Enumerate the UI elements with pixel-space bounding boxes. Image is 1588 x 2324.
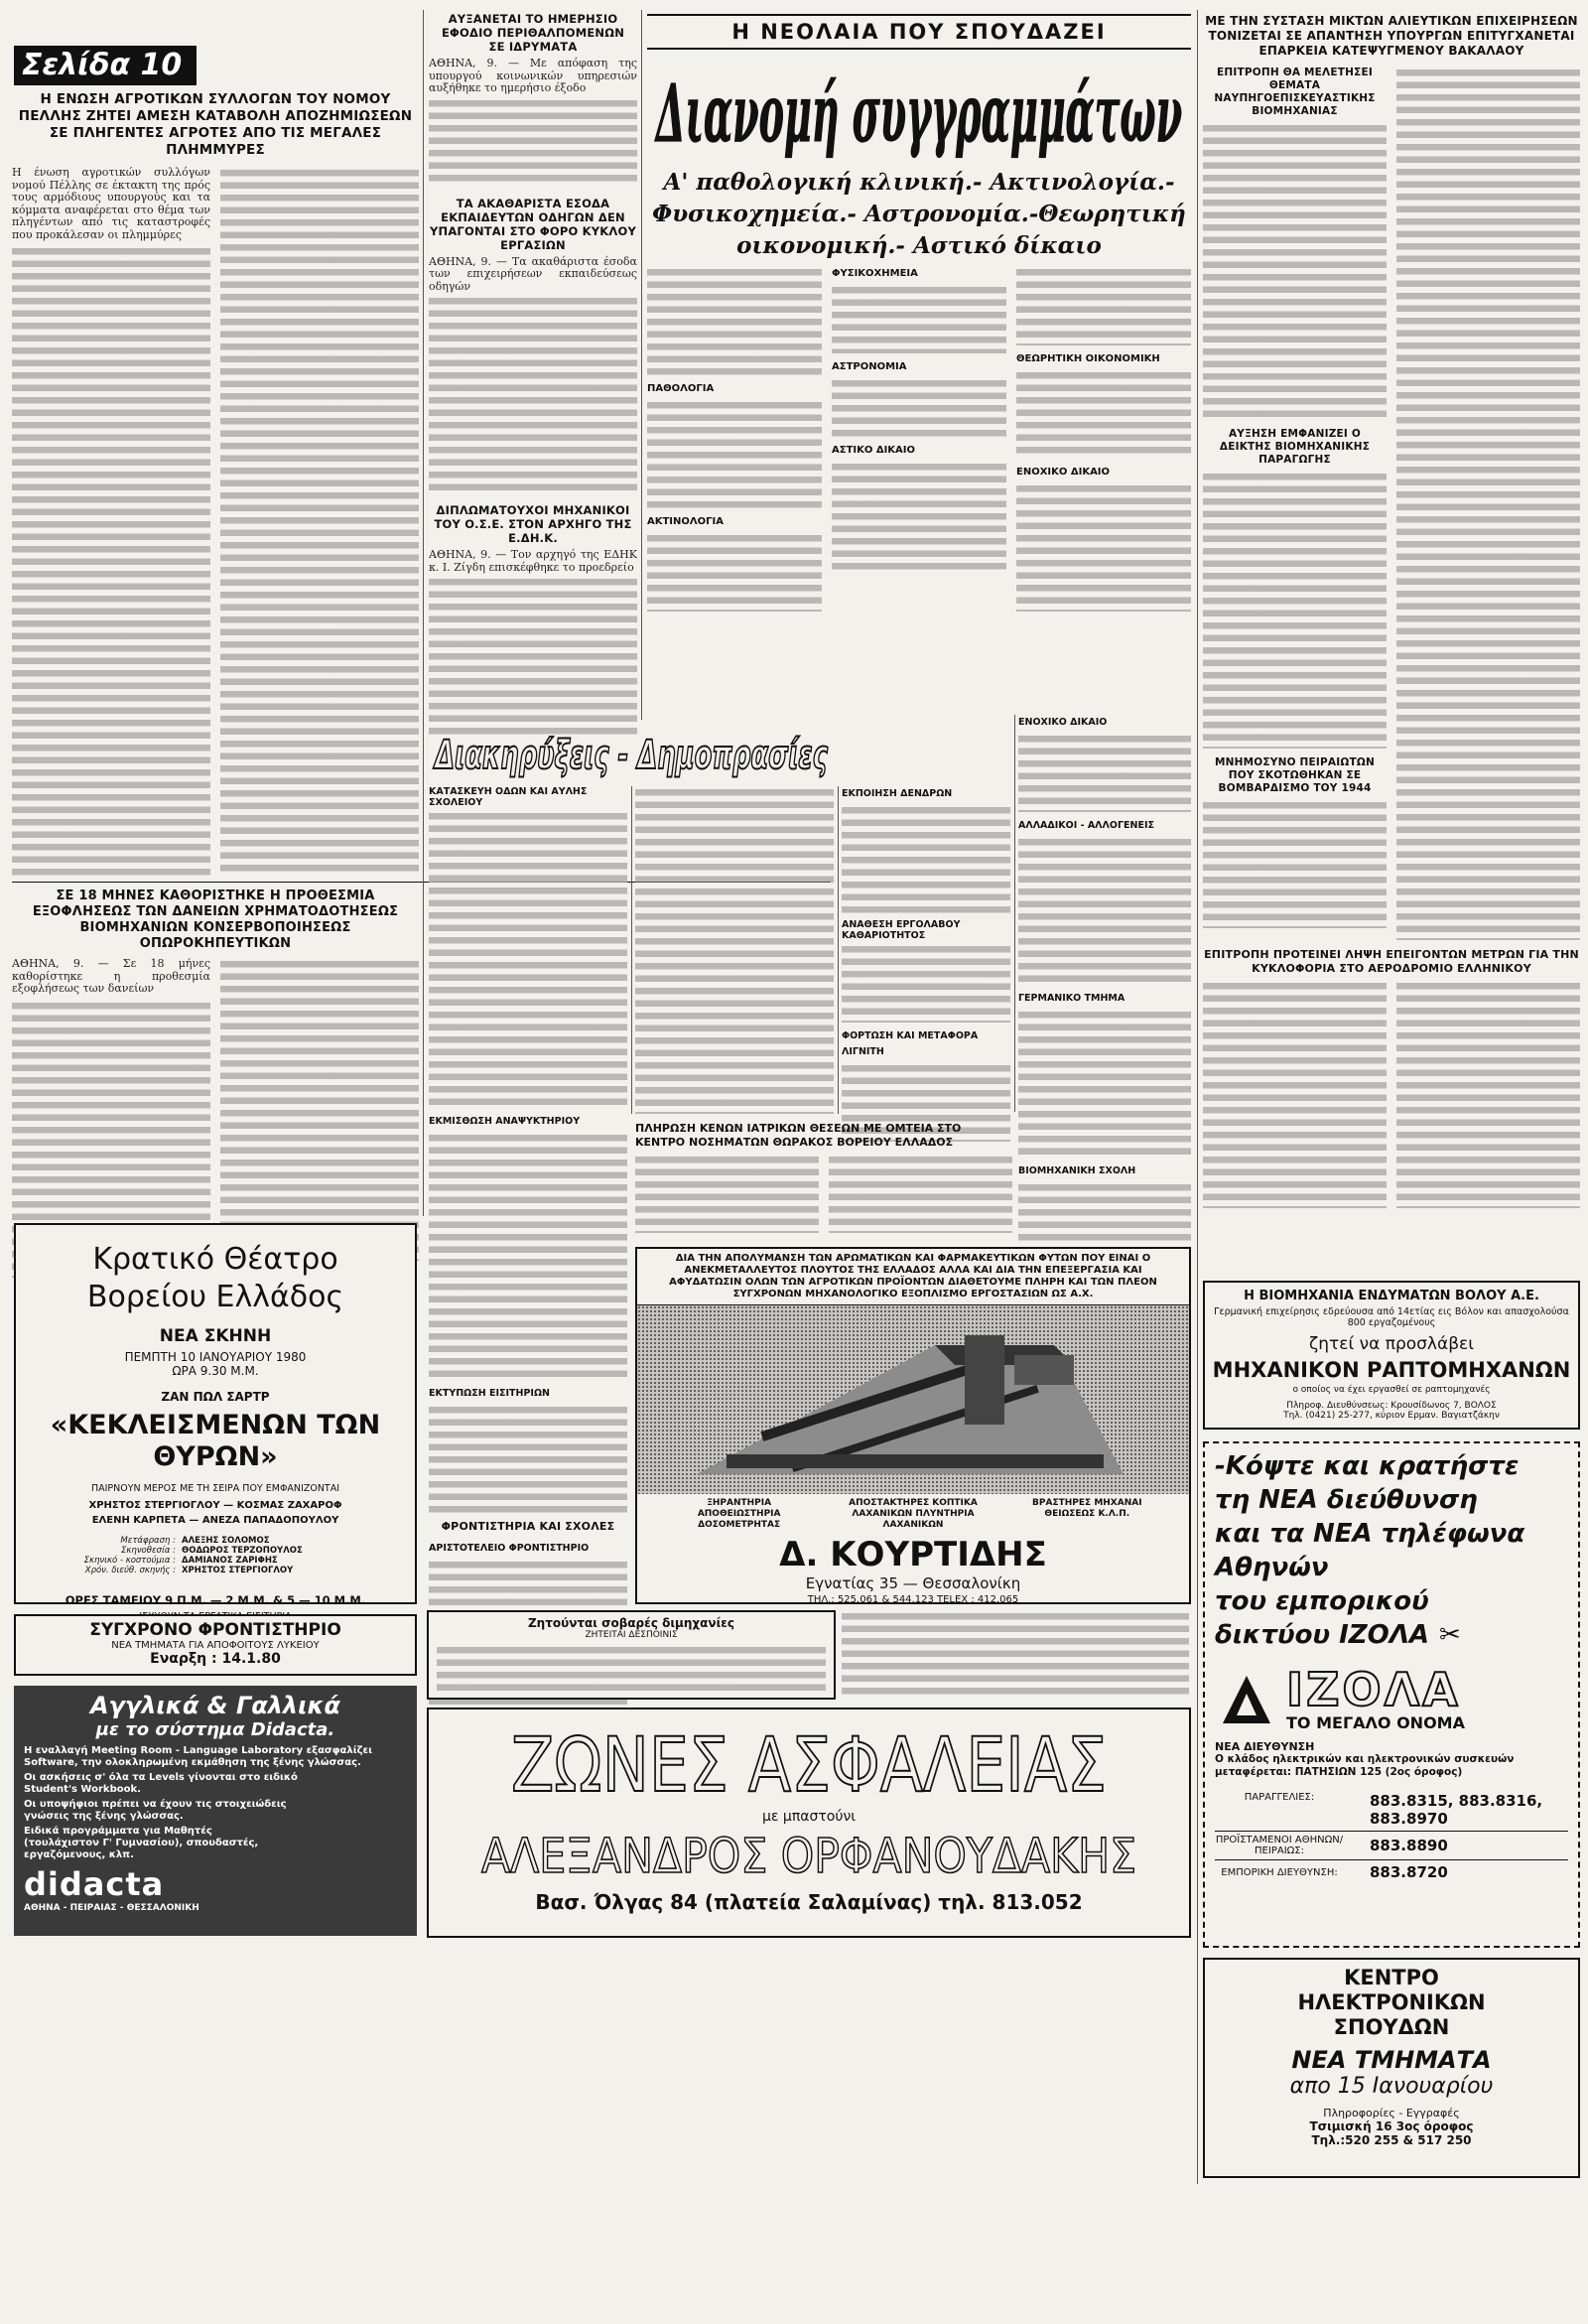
frontistirio-start: Εναρξη : 14.1.80 xyxy=(150,1651,281,1667)
theatre-date: ΠΕΜΠΤΗ 10 ΙΑΝΟΥΑΡΙΟΥ 1980 xyxy=(124,1350,307,1364)
theatre-hours: ΩΡΕΣ ΤΑΜΕΙΟΥ 9 Π.Μ. — 2 Μ.Μ. & 5 — 10 Μ.Μ. xyxy=(65,1593,366,1607)
didacta-logo: didacta xyxy=(24,1865,165,1903)
feature-kicker-box xyxy=(647,14,1191,50)
lead-agricultural: Η ένωση αγροτικών συλλόγων νομού Πέλλης σε έκτακτη της πρός τους αρμόδιους υπουργούς και τα κόμματα αναφέρεται στο θέμα των πληγέντων από τις καταστροφές που προκάλεσαν οι πλημμύρες xyxy=(12,166,210,241)
theatre-credits: Μετάφραση : ΑΛΕΞΗΣ ΣΟΛΟΜΟΣ Σκηνοθεσία : ΘΟΔΩΡΟΣ ΤΕΡΖΟΠΟΥΛΟΣ Σκηνικό - κοστούμια : ΔΑΜΙΑΝΟΣ ΖΑΡΙΦΗΣ Χρόν. διεύθ. σκηνής : ΧΡΗΣΤΟΣ ΣΤΕΡΓΙΟΓΛΟΥ xyxy=(83,1536,303,1575)
body-text xyxy=(429,295,637,493)
theatre-stage: ΝΕΑ ΣΚΗΝΗ xyxy=(159,1326,272,1346)
sewing-title: Ζητούνται σοβαρές διμηχανίες xyxy=(527,1616,735,1630)
feature-title xyxy=(647,50,1191,161)
body-text xyxy=(1016,266,1191,345)
feature-title-text: Διανομή συγγραμμάτων xyxy=(654,67,1182,160)
body-text xyxy=(429,576,637,735)
body-text xyxy=(635,1154,819,1233)
machinery-photo xyxy=(637,1305,1189,1494)
body-text xyxy=(1203,471,1387,749)
ad-didacta xyxy=(14,1686,417,1936)
kourtidis-products: ΞΗΡΑΝΤΗΡΙΑ ΑΠΟΘΕΙΩΣΤΗΡΙΑ ΔΟΣΟΜΕΤΡΗΤΑΣ ΑΠΟΣΤΑΚΤΗΡΕΣ ΚΟΠΤΙΚΑ ΛΑΧΑΝΙΚΩΝ ΠΛΥΝΤΗΡΙΑ ΛΑΧΑΝΙΚΩΝ ΒΡΑΣΤΗΡΕΣ ΜΗΧΑΝΑΙ ΘΕΙΩΣΕΩΣ Κ.Λ.Π. xyxy=(697,1498,1142,1530)
body-text xyxy=(832,461,1006,570)
volos-company: Η ΒΙΟΜΗΧΑΝΙΑ ΕΝΔΥΜΑΤΩΝ ΒΟΛΟΥ Α.Ε. xyxy=(1244,1289,1539,1303)
kes-line: ΝΕΑ ΤΜΗΜΑΤΑ xyxy=(1291,2046,1492,2074)
section-label: ΑΣΤΙΚΟ ΔΙΚΑΙΟ xyxy=(832,445,916,456)
article-canning xyxy=(12,889,419,1266)
body-text xyxy=(635,786,834,1114)
ad-frontistirio xyxy=(14,1614,417,1676)
medical-notice xyxy=(635,1122,1012,1241)
izola-slogan: ΤΟ ΜΕΓΑΛΟ ΟΝΟΜΑ xyxy=(1286,1713,1465,1732)
belts-address: Βασ. Όλγας 84 (πλατεία Σαλαμίνας) τηλ. 813.052 xyxy=(535,1890,1083,1914)
notice-label: ΑΛΛΑΔΙΚΟΙ - ΑΛΛΟΓΕΝΕΙΣ xyxy=(1018,820,1154,831)
volos-wants: ζητεί να προσλάβει xyxy=(1309,1334,1474,1354)
body-text xyxy=(832,284,1006,353)
section-label: ΠΑΘΟΛΟΓΙΑ xyxy=(647,383,715,394)
ad-electronic-studies xyxy=(1203,1958,1580,2178)
didacta-body: Η εναλλαγή Meeting Room - Language Laboratory εξασφαλίζει Software, την ολοκληρωμένη εκμάθηση της ξένης γλώσσας. xyxy=(24,1745,373,1768)
volos-desc: Γερμανική επιχείρησις εδρεύουσα από 14ετίας εις Βόλον και απασχολούσα 800 εργαζομένους xyxy=(1214,1306,1569,1328)
didacta-title: Αγγλικά & Γαλλικά xyxy=(89,1692,341,1719)
volos-note: ο οποίος να έχει εργασθεί σε ραπτομηχανές xyxy=(1292,1385,1491,1395)
auctions-col-3 xyxy=(842,786,1010,1114)
notice-label: ΦΟΡΤΩΣΗ ΚΑΙ ΜΕΤΑΦΟΡΑ ΛΙΓΝΙΤΗ xyxy=(842,1030,979,1057)
body-text xyxy=(1396,67,1580,940)
izola-logo-block xyxy=(1215,1663,1568,1732)
headline-canning: ΣΕ 18 ΜΗΝΕΣ ΚΑΘΟΡΙΣΤΗΚΕ Η ΠΡΟΘΕΣΜΙΑ ΕΞΟΦΛΗΣΕΩΣ ΤΩΝ ΔΑΝΕΙΩΝ ΧΡΗΜΑΤΟΔΟΤΗΣΕΩΣ ΒΙΟΜΗΧΑΝΙΩΝ ΚΟΝΣΕΡΒΟΠΟΙΗΣΕΩΣ ΟΠΩΡΟΚΗΠΕΥΤΙΚΩΝ xyxy=(32,889,399,951)
kourtidis-banner: ΔΙΑ ΤΗΝ ΑΠΟΛΥΜΑΝΣΗ ΤΩΝ ΑΡΩΜΑΤΙΚΩΝ ΚΑΙ ΦΑΡΜΑΚΕΥΤΙΚΩΝ ΦΥΤΩΝ ΠΟΥ ΕΙΝΑΙ Ο ΑΝΕΚΜΕΤΑΛΛΕΥΤΟΣ ΠΛΟΥΤΟΣ ΤΗΣ ΕΛΛΑΔΟΣ ΑΛΛΑ ΚΑΙ ΔΙΑ ΤΗΝ ΕΠΕΞΕΡΓΑΣΙΑ ΚΑΙ ΑΦΥΔΑΤΩΣΙΝ ΟΛΩΝ ΤΩΝ ΑΓΡΟΤΙΚΩΝ ΠΡΟΪΟΝΤΩΝ ΔΙΑΘΕΤΟΥΜΕ ΠΛΗΡΗ ΚΑΙ ΤΩΝ ΠΛΕΟΝ ΣΥΓΧΡΟΝΩΝ ΜΗΧΑΝΟΛΟΓΙΚΟ ΕΞΟΠΛΙΣΜΟ ΕΡΓΟΣΤΑΣΙΩΝ ΩΣ Α.Χ. xyxy=(637,1249,1189,1305)
volos-role: ΜΗΧΑΝΙΚΟΝ ΡΑΠΤΟΜΗΧΑΝΩΝ xyxy=(1212,1358,1571,1382)
headline-memorial: ΜΝΗΜΟΣΥΝΟ ΠΕΙΡΑΙΩΤΩΝ ΠΟΥ ΣΚΟΤΩΘΗΚΑΝ ΣΕ ΒΟΜΒΑΡΔΙΣΜΟ ΤΟΥ 1944 xyxy=(1215,756,1375,794)
body-text xyxy=(429,810,627,1108)
body-text xyxy=(1018,1009,1191,1158)
body-text xyxy=(429,1132,627,1380)
body-text xyxy=(1203,799,1387,928)
headline-agricultural: Η ΕΝΩΣΗ ΑΓΡΟΤΙΚΩΝ ΣΥΛΛΟΓΩΝ ΤΟΥ ΝΟΜΟΥ ΠΕΛΛΗΣ ΖΗΤΕΙ ΑΜΕΣΗ ΚΑΤΑΒΟΛΗ ΑΠΟΖΗΜΙΩΣΕΩΝ ΣΕ ΠΛΗΓΕΝΤΕΣ ΑΓΡΟΤΕΣ ΑΠΟ ΤΙΣ ΜΕΓΑΛΕΣ ΠΛΗΜΜΥΡΕΣ xyxy=(18,91,413,158)
medical-notice-headline: ΠΛΗΡΩΣΗ ΚΕΝΩΝ ΙΑΤΡΙΚΩΝ ΘΕΣΕΩΝ ΜΕ ΟΜΤΕΙΑ ΣΤΟ ΚΕΝΤΡΟ ΝΟΣΗΜΑΤΩΝ ΘΩΡΑΚΟΣ ΒΟΡΕΙΟΥ ΕΛΛΑΔΟΣ xyxy=(635,1122,962,1149)
body-text xyxy=(1016,482,1191,612)
theatre-author: ΖΑΝ ΠΩΛ ΣΑΡΤΡ xyxy=(161,1390,270,1404)
body-text xyxy=(842,943,1010,1023)
scissors-icon: ✂ xyxy=(1438,1620,1461,1650)
notice-label: ΑΡΙΣΤΟΤΕΛΕΙΟ ΦΡΟΝΤΙΣΤΗΡΙΟ xyxy=(429,1543,590,1554)
lead-canning: ΑΘΗΝΑ, 9. — Σε 18 μήνες καθορίστηκε η προθεσμία εξοφλήσεως των δανείων xyxy=(12,957,210,995)
sewing-body: ΖΗΤΕΙΤΑΙ ΔΕΣΠΟΙΝΙΣ xyxy=(585,1630,678,1640)
auctions-banner-text: Διακηρύξεις - Δημοπρασίες xyxy=(433,733,829,778)
didacta-body: Ειδικά προγράμματα για Μαθητές (τουλάχιστον Γ' Γυμνασίου), σπουδαστές, εργαζόμενους, κλπ. xyxy=(24,1826,259,1860)
notice-label: ΚΑΤΑΣΚΕΥΗ ΟΔΩΝ ΚΑΙ ΑΥΛΗΣ ΣΧΟΛΕΙΟΥ xyxy=(429,786,588,808)
notice-label: ΕΝΟΧΙΚΟ ΔΙΚΑΙΟ xyxy=(1018,717,1108,728)
ad-volos xyxy=(1203,1281,1580,1430)
izola-addrline: Ο κλάδος ηλεκτρικών και ηλεκτρονικών συσκευών μεταφέρεται: ΠΑΤΗΣΙΩΝ 125 (2ος όροφος) xyxy=(1215,1753,1515,1778)
kes-info: Πληροφορίες - Εγγραφές xyxy=(1323,2107,1460,2119)
notice-label: ΕΚΤΥΠΩΣΗ ΕΙΣΙΤΗΡΙΩΝ xyxy=(429,1388,550,1399)
notice-label: ΕΚΜΙΣΘΩΣΗ ΑΝΑΨΥΚΤΗΡΙΟΥ xyxy=(429,1116,581,1127)
ad-safety-belts xyxy=(427,1708,1191,1938)
section-label: ΑΣΤΡΟΝΟΜΙΑ xyxy=(832,361,907,372)
body-text xyxy=(829,1154,1012,1233)
feature-title-art xyxy=(647,50,1191,161)
notice-label: ΕΚΠΟΙΗΣΗ ΔΕΝΔΡΩΝ xyxy=(842,788,953,799)
section-label: ΑΚΤΙΝΟΛΟΓΙΑ xyxy=(647,516,724,527)
belts-name: ΑΛΕΞΑΝΔΡΟΣ ΟΡΦΑΝΟΥΔΑΚΗΣ xyxy=(481,1829,1136,1884)
izola-cut-line: δικτύου ΙΖΟΛΑ xyxy=(1215,1620,1429,1650)
body-text xyxy=(12,245,210,881)
body-text xyxy=(220,167,419,872)
notice-label: ΦΡΟΝΤΙΣΤΗΡΙΑ ΚΑΙ ΣΧΟΛΕΣ xyxy=(441,1520,615,1533)
columns-agricultural xyxy=(12,167,419,882)
body-text xyxy=(1203,980,1387,1208)
kes-tel: Τηλ.:520 255 & 517 250 xyxy=(1311,2133,1472,2147)
section-label: ΘΕΩΡΗΤΙΚΗ ΟΙΚΟΝΟΜΙΚΗ xyxy=(1016,353,1160,364)
body-text xyxy=(437,1644,826,1692)
body-text xyxy=(647,399,822,508)
kourtidis-address: Εγνατίας 35 — Θεσσαλονίκη xyxy=(805,1574,1021,1592)
izola-logo: ΙΖΟΛΑ xyxy=(1286,1663,1461,1716)
ad-state-theatre xyxy=(14,1223,417,1607)
didacta-body: Οι υποψήφιοι πρέπει να έχουν τις στοιχειώδεις γνώσεις της ξένης γλώσσας. xyxy=(24,1799,287,1822)
didacta-subtitle: με το σύστημα Didacta. xyxy=(95,1719,335,1740)
kourtidis-phones: ΤΗΛ.: 525.061 & 544.123 TELEX : 412.065 xyxy=(807,1594,1019,1605)
body-text xyxy=(842,1610,1189,1700)
body-text xyxy=(1203,122,1387,420)
headline-drivers: ΤΑ ΑΚΑΘΑΡΙΣΤΑ ΕΣΟΔΑ ΕΚΠΑΙΔΕΥΤΩΝ ΟΔΗΓΩΝ ΔΕΝ ΥΠΑΓΟΝΤΑΙ ΣΤΟ ΦΟΡΟ ΚΥΚΛΟΥ ΕΡΓΑΣΙΩΝ xyxy=(429,196,636,252)
body-text xyxy=(1018,1181,1191,1241)
sub-shipbuilding: ΕΠΙΤΡΟΠΗ ΘΑ ΜΕΛΕΤΗΣΕΙ ΘΕΜΑΤΑ ΝΑΥΠΗΓΟΕΠΙΣΚΕΥΑΣΤΙΚΗΣ ΒΙΟΜΗΧΑΝΙΑΣ xyxy=(1214,67,1376,117)
right-column xyxy=(1203,14,1580,1235)
frontistirio-line: ΝΕΑ ΤΜΗΜΑΤΑ ΓΙΑ ΑΠΟΦΟΙΤΟΥΣ ΛΥΚΕΙΟΥ xyxy=(111,1640,320,1651)
notice-label: ΒΙΟΜΗΧΑΝΙΚΗ ΣΧΟΛΗ xyxy=(1018,1165,1136,1176)
auctions-col-4 xyxy=(1018,715,1191,1241)
lead-drivers: ΑΘΗΝΑ, 9. — Τα ακαθάριστα έσοδα των επιχειρήσεων εκπαιδεύσεως οδηγών xyxy=(429,254,637,293)
notice-label: ΑΝΑΘΕΣΗ ΕΡΓΟΛΑΒΟΥ ΚΑΘΑΡΙΟΤΗΤΟΣ xyxy=(842,919,961,941)
theatre-cast: ΧΡΗΣΤΟΣ ΣΤΕΡΓΙΟΓΛΟΥ — ΚΟΣΜΑΣ ΖΑΧΑΡΟΦ xyxy=(88,1500,342,1511)
theatre-name: Κρατικό Θέατρο Βορείου Ελλάδος xyxy=(86,1242,344,1314)
headline-airport: ΕΠΙΤΡΟΠΗ ΠΡΟΤΕΙΝΕΙ ΛΗΨΗ ΕΠΕΙΓΟΝΤΩΝ ΜΕΤΡΩΝ ΓΙΑ ΤΗΝ ΚΥΚΛΟΦΟΡΙΑ ΣΤΟ ΑΕΡΟΔΡΟΜΙΟ ΕΛΛΗΝΙΚΟΥ xyxy=(1204,948,1579,975)
feature-kicker: Η ΝΕΟΛΑΙΑ ΠΟΥ ΣΠΟΥΔΑΖΕΙ xyxy=(731,20,1107,44)
frontistirio-name: ΣΥΓΧΡΟΝΟ ΦΡΟΝΤΙΣΤΗΡΙΟ xyxy=(89,1620,341,1640)
auctions-banner xyxy=(429,722,834,781)
article-agricultural xyxy=(12,91,419,876)
belts-title: ΖΩΝΕΣ ΑΣΦΑΛΕΙΑΣ xyxy=(511,1720,1107,1809)
headline-engineers: ΔΙΠΛΩΜΑΤΟΥΧΟΙ ΜΗΧΑΝΙΚΟΙ ΤΟΥ Ο.Σ.Ε. ΣΤΟΝ ΑΡΧΗΓΟ ΤΗΣ Ε.ΔΗ.Κ. xyxy=(434,503,632,545)
belts-mid: με μπαστούνι xyxy=(761,1809,856,1825)
izola-phones: ΠΑΡΑΓΓΕΛΙΕΣ: 883.8315, 883.8316, 883.8970 ΠΡΟΪΣΤΑΜΕΝΟΙ ΑΘΗΝΩΝ/ΠΕΙΡΑΙΩΣ: 883.8890 ΕΜΠΟΡΙΚΗ ΔΙΕΥΘΥΝΣΗ: 883.8720 xyxy=(1215,1789,1568,1884)
headline-fishing: ΜΕ ΤΗΝ ΣΥΣΤΑΣΗ ΜΙΚΤΩΝ ΑΛΙΕΥΤΙΚΩΝ ΕΠΙΧΕΙΡΗΣΕΩΝ ΤΟΝΙΖΕΤΑΙ ΣΕ ΑΠΑΝΤΗΣΗ ΥΠΟΥΡΓΩΝ ΕΠΙΤΥΓΧΑΝΕΤΑΙ ΕΠΑΡΚΕΙΑ ΚΑΤΕΨΥΓΜΕΝΟΥ ΒΑΚΑΛΑΟΥ xyxy=(1205,14,1578,58)
ad-sewing xyxy=(427,1610,836,1700)
ad-kourtidis xyxy=(635,1247,1191,1604)
izola-cut-line: του εμπορικού xyxy=(1215,1586,1429,1616)
izola-cut-line: και τα ΝΕΑ τηλέφωνα xyxy=(1215,1519,1525,1549)
didacta-body: Οι ασκήσεις σ' όλα τα Levels γίνονται στο ειδικό Student's Workbook. xyxy=(24,1772,298,1795)
lead-allowance: ΑΘΗΝΑ, 9. — Με απόφαση της υπουργού κοινωνικών υπηρεσιών αυξήθηκε το ημερήσιο έξοδο xyxy=(429,57,637,94)
section-label: ΕΝΟΧΙΚΟ ΔΙΚΑΙΟ xyxy=(1016,467,1111,478)
body-text xyxy=(429,1404,627,1513)
izola-cut-line: Αθηνών xyxy=(1215,1553,1329,1582)
body-text xyxy=(220,958,419,1261)
headline-industrial-index: ΑΥΞΗΣΗ ΕΜΦΑΝΙΖΕΙ Ο ΔΕΙΚΤΗΣ ΒΙΟΜΗΧΑΝΙΚΗΣ ΠΑΡΑΓΩΓΗΣ xyxy=(1219,428,1371,466)
didacta-cities: ΑΘΗΝΑ - ΠΕΙΡΑΙΑΣ - ΘΕΣΣΑΛΟΝΙΚΗ xyxy=(24,1903,199,1913)
body-text xyxy=(1018,733,1191,812)
page-label: Σελίδα 10 xyxy=(14,46,197,85)
izola-cut-line: -Κόψτε και κρατήστε xyxy=(1215,1451,1520,1481)
volos-tel: Τηλ. (0421) 25-277, κύριον Ερμαν. Βαγιατζάκην xyxy=(1283,1411,1500,1421)
feature-body xyxy=(647,266,1191,713)
kes-addr: Τσιμισκή 16 3ος όροφος xyxy=(1309,2119,1474,2133)
izola-emblem-icon xyxy=(1215,1668,1278,1731)
kes-date: απο 15 Ιανουαρίου xyxy=(1289,2074,1494,2099)
body-text xyxy=(1016,369,1191,459)
body-text xyxy=(832,377,1006,437)
lead-engineers: ΑΘΗΝΑ, 9. — Τον αρχηγό της ΕΔΗΚ κ. Ι. Ζίγδη επισκέφθηκε το προεδρείο xyxy=(429,548,637,574)
body-text xyxy=(1018,836,1191,985)
column-right-bottom-text xyxy=(842,1610,1189,1700)
theatre-cast: ΕΛΕΝΗ ΚΑΡΠΕΤΑ — ΑΝΕΖΑ ΠΑΠΑΔΟΠΟΥΛΟΥ xyxy=(91,1515,339,1526)
section-label: ΦΥΣΙΚΟΧΗΜΕΙΑ xyxy=(832,268,918,279)
body-text xyxy=(647,532,822,612)
kes-name: ΚΕΝΤΡΟ ΗΛΕΚΤΡΟΝΙΚΩΝ ΣΠΟΥΔΩΝ xyxy=(1297,1966,1486,2039)
body-text xyxy=(1396,980,1580,1208)
headline-allowance: ΑΥΞΑΝΕΤΑΙ ΤΟ ΗΜΕΡΗΣΙΟ ΕΦΟΔΙΟ ΠΕΡΙΘΑΛΠΟΜΕΝΩΝ ΣΕ ΙΔΡΥΜΑΤΑ xyxy=(441,12,625,54)
ad-izola xyxy=(1203,1441,1580,1948)
notice-label: ΓΕΡΜΑΝΙΚΟ ΤΜΗΜΑ xyxy=(1018,993,1125,1004)
body-text xyxy=(647,266,822,375)
feature-subtitle: Α' παθολογική κλινική.- Ακτινολογία.-Φυσικοχημεία.- Αστρονομία.-Θεωρητική οικονομική.- Αστικό δίκαιο xyxy=(652,169,1186,259)
kourtidis-name: Δ. ΚΟΥΡΤΙΔΗΣ xyxy=(779,1535,1047,1574)
theatre-note: ΠΑΙΡΝΟΥΝ ΜΕΡΟΣ ΜΕ ΤΗ ΣΕΙΡΑ ΠΟΥ ΕΜΦΑΝΙΖΟΝΤΑΙ xyxy=(90,1483,340,1494)
column-2 xyxy=(429,12,637,722)
body-text xyxy=(429,97,637,187)
body-text xyxy=(842,804,1010,913)
auctions-col-2 xyxy=(635,786,834,1114)
izola-cut-line: τη ΝΕΑ διεύθυνση xyxy=(1215,1485,1478,1515)
volos-info: Πληροφ. Διευθύνσεως: Κρουσίδωνος 7, ΒΟΛΟΣ xyxy=(1286,1401,1497,1411)
theatre-time: ΩΡΑ 9.30 Μ.Μ. xyxy=(172,1364,259,1378)
izola-newaddr: ΝΕΑ ΔΙΕΥΘΥΝΣΗ xyxy=(1215,1740,1315,1753)
theatre-play: «ΚΕΚΛΕΙΣΜΕΝΩΝ ΤΩΝ ΘΥΡΩΝ» xyxy=(50,1410,381,1472)
